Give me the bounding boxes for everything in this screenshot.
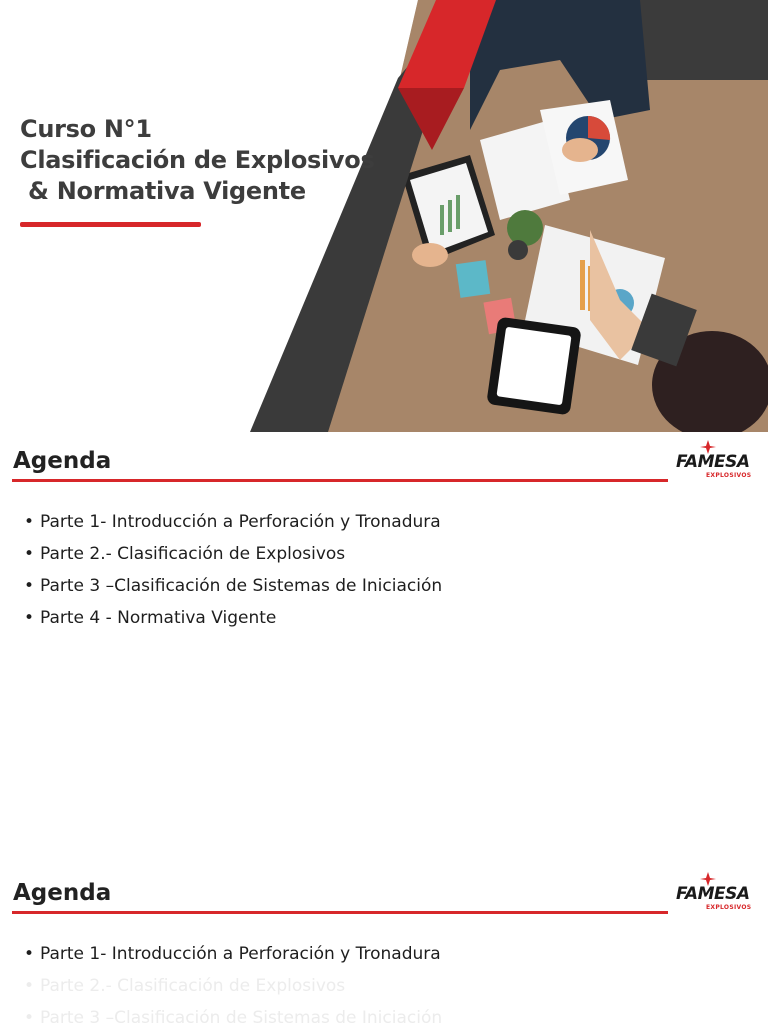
cover-title <box>20 114 374 207</box>
agenda-list <box>24 506 442 634</box>
meeting-photo <box>0 0 768 432</box>
agenda-slide-2 <box>0 864 768 1024</box>
title-line-1: Curso N°1 <box>20 115 152 143</box>
famesa-logo <box>676 440 764 480</box>
agenda-heading: Agenda <box>13 880 112 906</box>
logo-sub: EXPLOSIVOS <box>706 472 752 479</box>
title-line-3: & Normativa Vigente <box>20 177 306 205</box>
logo-word: FAMESA <box>676 884 750 904</box>
agenda-heading: Agenda <box>13 448 112 474</box>
heading-rule <box>12 911 668 914</box>
agenda-item: • Parte 1- Introducción a Perforación y Tronadura <box>24 512 441 532</box>
agenda-slide-1 <box>0 432 768 864</box>
famesa-logo <box>676 872 764 912</box>
logo-word: FAMESA <box>676 452 750 472</box>
title-line-2: Clasificación de Explosivos <box>20 146 375 174</box>
agenda-item: • Parte 4 - Normativa Vigente <box>24 608 277 628</box>
heading-rule <box>12 479 668 482</box>
logo-sub: EXPLOSIVOS <box>706 904 752 911</box>
agenda-item: • Parte 2.- Clasificación de Explosivos <box>24 544 346 564</box>
agenda-item: • Parte 3 –Clasificación de Sistemas de Iniciación <box>24 576 443 596</box>
title-underline <box>20 222 201 227</box>
cover-slide <box>0 0 768 432</box>
agenda-list <box>24 938 442 1024</box>
agenda-item-faded: • Parte 3 –Clasificación de Sistemas de Iniciación <box>24 1008 443 1024</box>
agenda-item-active: • Parte 1- Introducción a Perforación y Tronadura <box>24 944 441 964</box>
agenda-item-faded: • Parte 2.- Clasificación de Explosivos <box>24 976 346 996</box>
